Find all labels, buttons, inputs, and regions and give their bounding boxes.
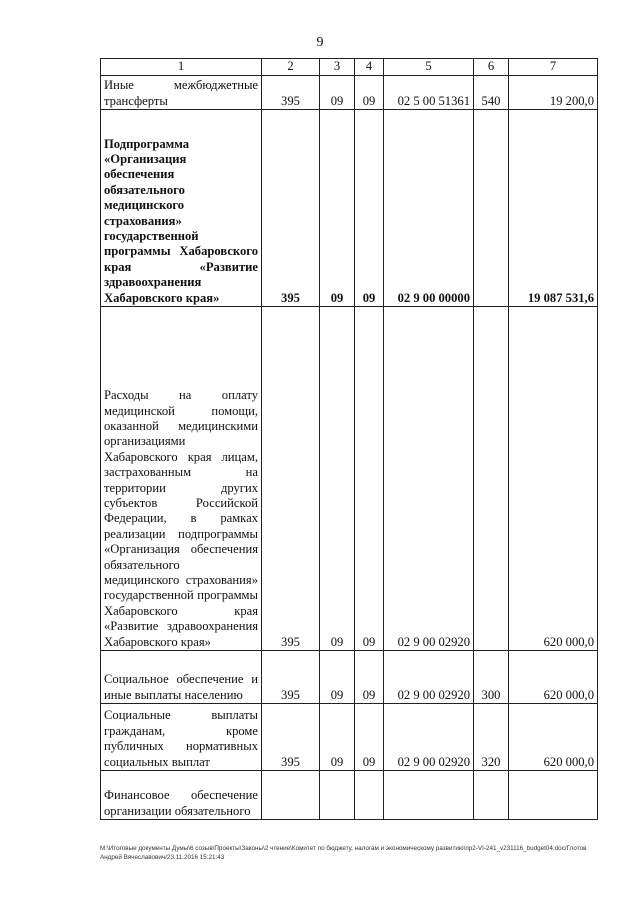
cell-section: 09 [320, 307, 355, 651]
cell-section [320, 771, 355, 820]
table-row [101, 651, 598, 704]
cell-expense-type [474, 771, 509, 820]
cell-target-article: 02 9 00 02920 [384, 307, 474, 651]
cell-target-article: 02 9 00 02920 [384, 651, 474, 704]
cell-section: 09 [320, 704, 355, 771]
cell-target-article [384, 771, 474, 820]
cell-ministry-code: 395 [262, 76, 320, 110]
cell-ministry-code: 395 [262, 110, 320, 307]
cell-section: 09 [320, 76, 355, 110]
column-header: 7 [509, 59, 598, 76]
budget-table [100, 58, 598, 820]
column-header: 3 [320, 59, 355, 76]
row-name: Социальное обеспечение и иные выплаты населению [101, 651, 262, 704]
cell-expense-type [474, 307, 509, 651]
cell-amount: 620 000,0 [509, 651, 598, 704]
cell-expense-type [474, 110, 509, 307]
header-row [101, 59, 598, 76]
row-name: Финансовое обеспечение организации обязательного [101, 771, 262, 820]
cell-target-article: 02 9 00 00000 [384, 110, 474, 307]
cell-section: 09 [320, 110, 355, 307]
cell-ministry-code: 395 [262, 307, 320, 651]
cell-expense-type: 540 [474, 76, 509, 110]
cell-expense-type: 300 [474, 651, 509, 704]
row-name: Подпрограмма «Организация обеспечения обязательного медицинского страхования» государственной программы Хабаровского края «Развитие здравоохранения Хабаровского края» [101, 110, 262, 307]
cell-subsection: 09 [355, 307, 384, 651]
cell-section: 09 [320, 651, 355, 704]
cell-amount: 620 000,0 [509, 704, 598, 771]
table-row [101, 704, 598, 771]
column-header: 5 [384, 59, 474, 76]
cell-expense-type: 320 [474, 704, 509, 771]
cell-amount: 19 087 531,6 [509, 110, 598, 307]
cell-amount: 19 200,0 [509, 76, 598, 110]
cell-subsection: 09 [355, 76, 384, 110]
cell-amount [509, 771, 598, 820]
cell-ministry-code: 395 [262, 651, 320, 704]
cell-subsection: 09 [355, 110, 384, 307]
column-header: 6 [474, 59, 509, 76]
cell-target-article: 02 5 00 51361 [384, 76, 474, 110]
column-header: 1 [101, 59, 262, 76]
cell-subsection: 09 [355, 704, 384, 771]
row-name: Расходы на оплату медицинской помощи, оказанной медицинскими организациями Хабаровского края лицам, застрахованным на территории других субъектов Российской Федерации, в рамках реализации подпрограммы «Организация обеспечения обязательного медицинского страхования» государственной программы Хабаровского края «Развитие здравоохранения Хабаровского края» [101, 307, 262, 651]
row-name: Социальные выплаты гражданам, кроме публичных нормативных социальных выплат [101, 704, 262, 771]
table-row [101, 76, 598, 110]
cell-subsection [355, 771, 384, 820]
row-name: Иные межбюджетные трансферты [101, 76, 262, 110]
cell-ministry-code [262, 771, 320, 820]
cell-ministry-code: 395 [262, 704, 320, 771]
cell-target-article: 02 9 00 02920 [384, 704, 474, 771]
file-path-footer: M:\Итоговые документы Думы\6 созыв\Проекты\Законы\2 чтение\Комитет по бюджету, налогам и экономическому развитию\пр2-VI-241_v231116_budget04.doc/Глотов Андрей Вячеславович/23.11.2016 15:21:43 [100, 845, 587, 861]
table-row [101, 110, 598, 307]
cell-amount: 620 000,0 [509, 307, 598, 651]
cell-subsection: 09 [355, 651, 384, 704]
column-header: 4 [355, 59, 384, 76]
table-row [101, 771, 598, 820]
column-header: 2 [262, 59, 320, 76]
table-row [101, 307, 598, 651]
page-number: 9 [316, 35, 324, 50]
